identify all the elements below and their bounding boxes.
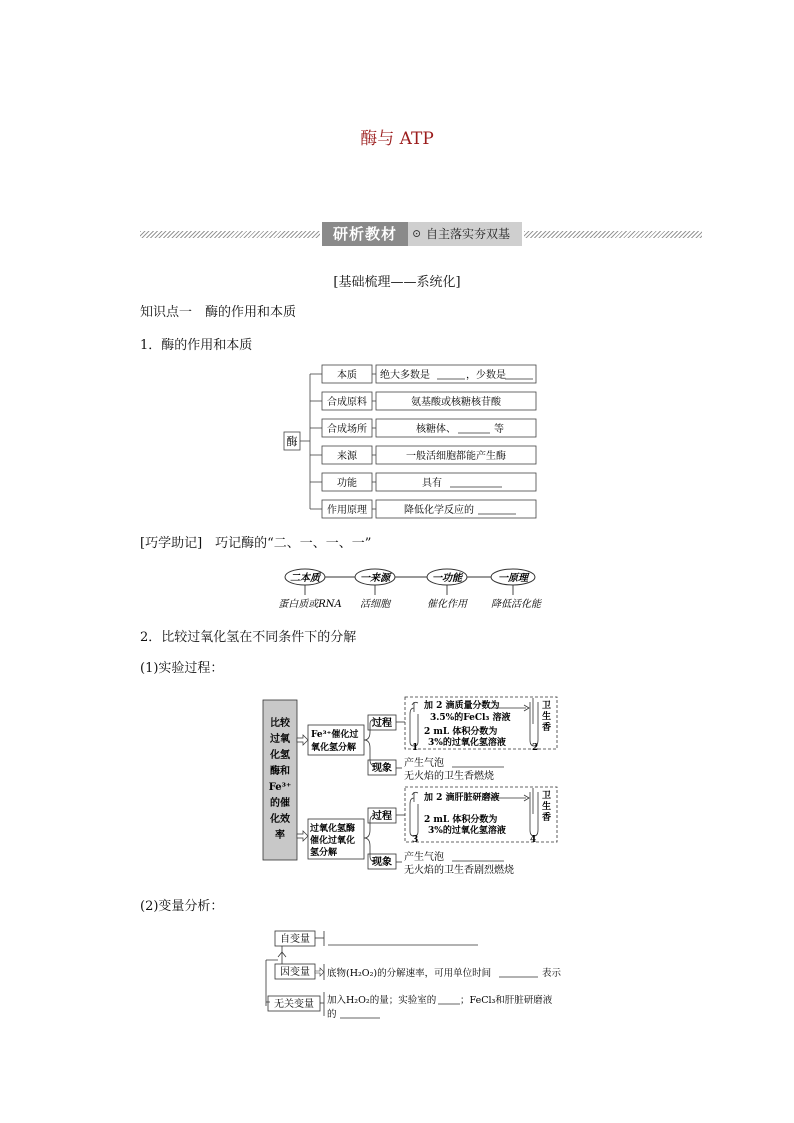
row-label-3: 合成场所 [327,424,367,435]
row-label-6: 作用原理 [327,505,367,516]
dropper-icon [412,792,418,795]
row-content-1a: 绝大多数是 [380,370,430,381]
banner-sub: 自主落实夯双基 [426,227,511,241]
left-box-line-7: 化效 [270,814,290,825]
fe-phenomenon-label: 现象 [372,763,392,774]
hatch-right [524,231,702,238]
row-1 [310,365,536,383]
item-2-heading: 2．比较过氧化氢在不同条件下的分解 [140,630,357,645]
row-content-2: 氨基酸或核糖核苷酸 [411,397,501,408]
below-4-text: 降低活化能 [491,599,541,610]
enzyme-phenomenon-label: 现象 [372,857,392,868]
fe-proc-text-2: 3.5%的FeCl₃ 溶液 [430,713,511,723]
row-label-2: 合成原料 [327,397,367,408]
banner-mark-icon: ⊙ [412,227,422,240]
incense-2-char-3: 香 [542,813,552,823]
test-tube-2-icon [530,702,538,746]
dependent-variable-label: 因变量 [280,967,310,978]
row-content-5: 具有 [422,478,442,489]
test-tube-3-icon [410,798,418,836]
oval-3-text: 一功能 [432,573,462,584]
below-1-text: 蛋白质或RNA [278,599,342,610]
dependent-text-a: 底物(H₂O₂)的分解速率，可用单位时间 [327,968,492,979]
enzyme-h2o2-text-2: 3%的过氧化氢溶液 [428,826,506,836]
row-4 [310,446,536,464]
banner-box [322,222,522,246]
row-5 [310,473,536,491]
experiment-diagram [262,692,564,882]
enzyme-label-3: 氢分解 [310,848,338,858]
banner-main: 研析教材 [322,222,408,246]
fe-h2o2-text-1: 2 mL 体积分数为 [424,727,498,737]
incense-1-char-1: 卫 [542,701,552,711]
fe-proc-text-1: 加 2 滴质量分数为 [424,701,500,711]
tube-2-label: 2 [532,743,539,753]
fe-h2o2-text-2: 3%的过氧化氢溶液 [428,738,506,748]
arrow-right-icon [297,735,308,745]
variable-analysis-diagram [264,926,574,1024]
row-label-5: 功能 [337,478,357,489]
section-banner [140,222,702,248]
row-label-1: 本质 [337,370,357,381]
tube-1-label: 1 [412,743,419,753]
row-content-1b: ，少数是 [466,370,506,381]
oval-1-text: 二本质 [290,573,320,584]
tube-3-label: 3 [412,835,419,845]
dependent-text-b: 表示 [542,968,562,979]
incense-1-char-2: 生 [542,712,552,722]
dropper-icon [412,702,418,705]
oval-2-text: 一来源 [360,573,390,584]
root-label: 酶 [286,435,298,448]
enzyme-phen-text-2: 无火焰的卫生香剧烈燃烧 [404,865,514,876]
row-content-6: 降低化学反应的 [404,505,474,516]
enzyme-label-1: 过氧化氢酶 [310,824,356,834]
sub-2-heading: (2)变量分析： [140,899,224,914]
item-1-heading: 1．酶的作用和本质 [140,338,253,353]
irrelevant-text-c: 的 [327,1009,337,1020]
test-tube-1-icon [410,708,418,746]
fe-label-1: Fe³⁺催化过 [311,730,359,740]
left-box-line-1: 比较 [270,718,290,729]
incense-2-char-1: 卫 [542,791,552,801]
memory-heading: [巧学助记] 巧记酶的“二、一、一、一” [140,536,372,551]
section-subtitle: [基础梳理——系统化] [333,275,461,290]
left-box-line-3: 化氢 [270,750,290,761]
fe-process-label: 过程 [372,718,392,729]
row-label-4: 来源 [337,451,357,462]
sub-1-heading: (1)实验过程： [140,661,224,676]
fe-label-2: 氧化氢分解 [311,743,357,753]
row-3 [310,419,536,437]
irrelevant-variable-label: 无关变量 [274,999,314,1010]
independent-variable-label: 自变量 [280,934,310,945]
arrow-right-icon [315,968,324,976]
row-2 [310,392,536,410]
enzyme-label-2: 催化过氧化 [310,836,356,846]
enzyme-process-label: 过程 [372,811,392,822]
hatch-left [140,231,320,238]
knowledge-point-1: 知识点一 酶的作用和本质 [140,305,297,320]
left-box-line-6: 的催 [270,798,290,809]
incense-2-char-2: 生 [542,802,552,812]
page-title: 酶与 ATP [360,129,434,149]
enzyme-h2o2-text-1: 2 mL 体积分数为 [424,815,498,825]
below-3-text: 催化作用 [427,599,467,610]
enzyme-concept-chart [280,360,550,520]
left-box-line-4: 酶和 [270,766,290,777]
left-box-line-2: 过氧 [270,734,290,745]
left-box-line-5: Fe³⁺ [268,782,292,793]
tube-4-label: 4 [530,835,537,845]
test-tube-4-icon [530,792,538,836]
enzyme-proc-text-1: 加 2 滴肝脏研磨液 [424,793,500,803]
row-content-3b: 等 [494,424,504,435]
oval-4-text: 一原理 [498,573,528,584]
enzyme-phen-text-1: 产生气泡 [404,852,444,863]
irrelevant-text-b: ；FeCl₃和肝脏研磨液 [460,995,553,1006]
row-6 [310,500,536,518]
below-2-text: 活细胞 [360,599,390,610]
memory-chain [270,563,560,615]
row-content-4: 一般活细胞都能产生酶 [406,451,506,462]
fe-phen-text-1: 产生气泡 [404,758,444,769]
arrow-right-icon [297,831,308,841]
left-box-line-8: 率 [275,830,285,841]
irrelevant-text-a: 加入H₂O₂的量；实验室的 [327,995,437,1006]
incense-1-char-3: 香 [542,723,552,733]
fe-phen-text-2: 无火焰的卫生香燃烧 [404,771,494,782]
row-content-3a: 核糖体、 [416,424,456,435]
